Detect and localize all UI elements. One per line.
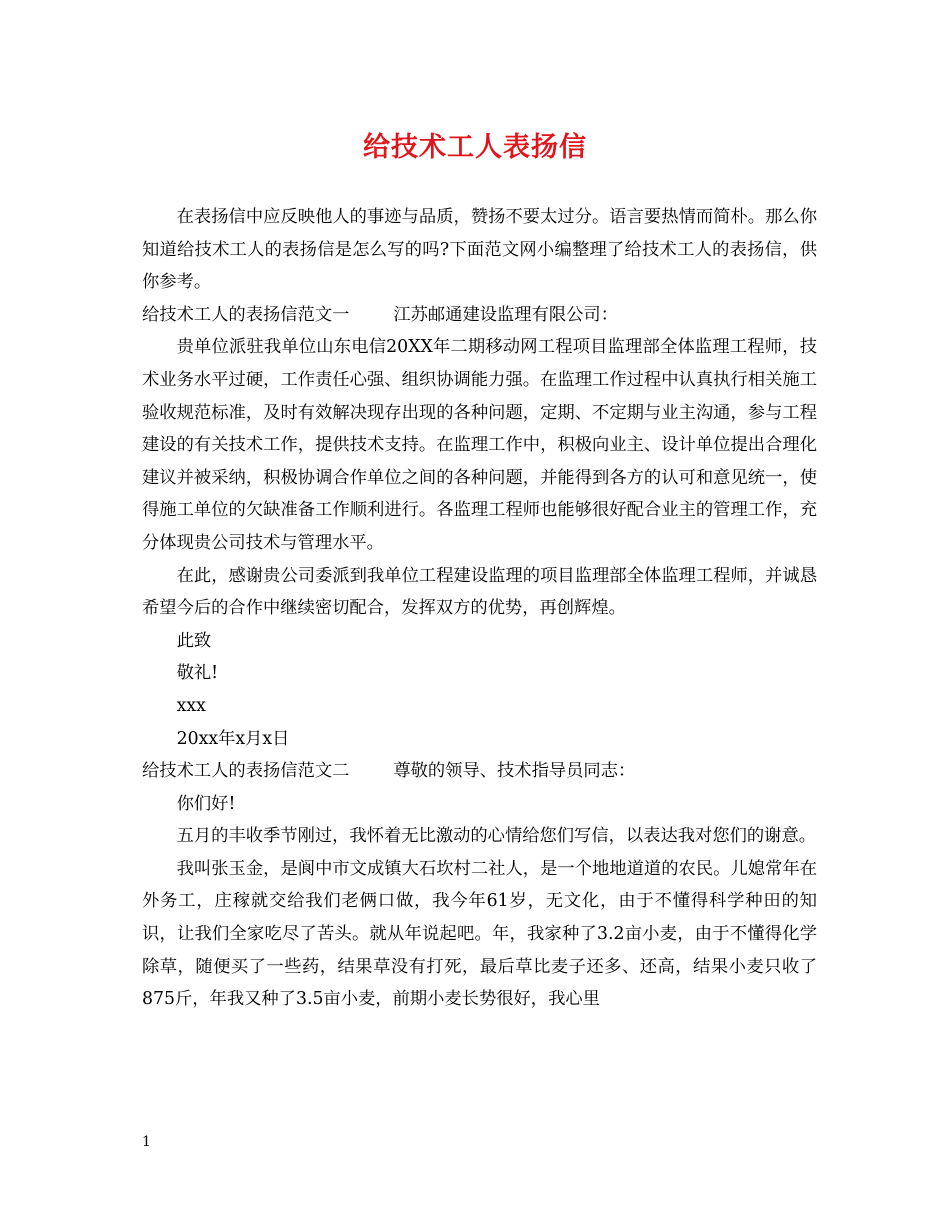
intro-paragraph: 在表扬信中应反映他人的事迹与品质，赞扬不要太过分。语言要热情而简朴。那么你知道给技术工人的表扬信是怎么写的吗?下面范文网小编整理了给技术工人的表扬信，供你参考。 bbox=[142, 207, 817, 293]
closing-line-1: 此致 bbox=[176, 630, 212, 651]
sample1-heading: 给技术工人的表扬信范文一 江苏邮通建设监理有限公司： bbox=[142, 304, 618, 325]
sample2-heading: 给技术工人的表扬信范文二 尊敬的领导、技术指导员同志： bbox=[142, 761, 636, 782]
sample2-paragraph-2: 我叫张玉金，是阆中市文成镇大石坎村二社人，是一个地地道道的农民。儿媳常年在外务工，庄稼就交给我们老俩口做，我今年61岁，无文化，由于不懂得科学种田的知识，让我们全家吃尽了苦头。就从年说起吧。年，我家种了3.2亩小麦，由于不懂得化学除草，随便买了一些药，结果草没有打死，最后草比麦子还多、还高，结果小麦只收了875斤，年我又种了3.5亩小麦，前期小麦长势很好，我心里 bbox=[142, 858, 817, 1010]
sample2-paragraph-1: 五月的丰收季节刚过，我怀着无比激动的心情给您们写信，以表达我对您们的谢意。 bbox=[176, 826, 817, 847]
document-body bbox=[142, 201, 817, 1016]
document-title: 给技术工人表扬信 bbox=[363, 132, 587, 163]
page-number: 1 bbox=[142, 1134, 151, 1150]
sample1-paragraph-1: 贵单位派驻我单位山东电信20XX年二期移动网工程项目监理部全体监理工程师，技术业务水平过硬，工作责任心强、组织协调能力强。在监理工作过程中认真执行相关施工验收规范标准，及时有效解决现存出现的各种问题，定期、不定期与业主沟通，参与工程建设的有关技术工作，提供技术支持。在监理工作中，积极向业主、设计单位提出合理化建议并被采纳，积极协调合作单位之间的各种问题，并能得到各方的认可和意见统一，使得施工单位的欠缺准备工作顺利进行。各监理工程师也能够很好配合业主的管理工作，充分体现贵公司技术与管理水平。 bbox=[142, 337, 817, 553]
sample2-greeting: 你们好! bbox=[176, 793, 236, 814]
signature: xxx bbox=[176, 695, 206, 716]
closing-line-2: 敬礼! bbox=[176, 663, 219, 684]
sample1-paragraph-2: 在此，感谢贵公司委派到我单位工程建设监理的项目监理部全体监理工程师，并诚恳希望今后的合作中继续密切配合，发挥双方的优势，再创辉煌。 bbox=[142, 565, 817, 619]
date-line: 20xx年x月x日 bbox=[176, 728, 290, 749]
